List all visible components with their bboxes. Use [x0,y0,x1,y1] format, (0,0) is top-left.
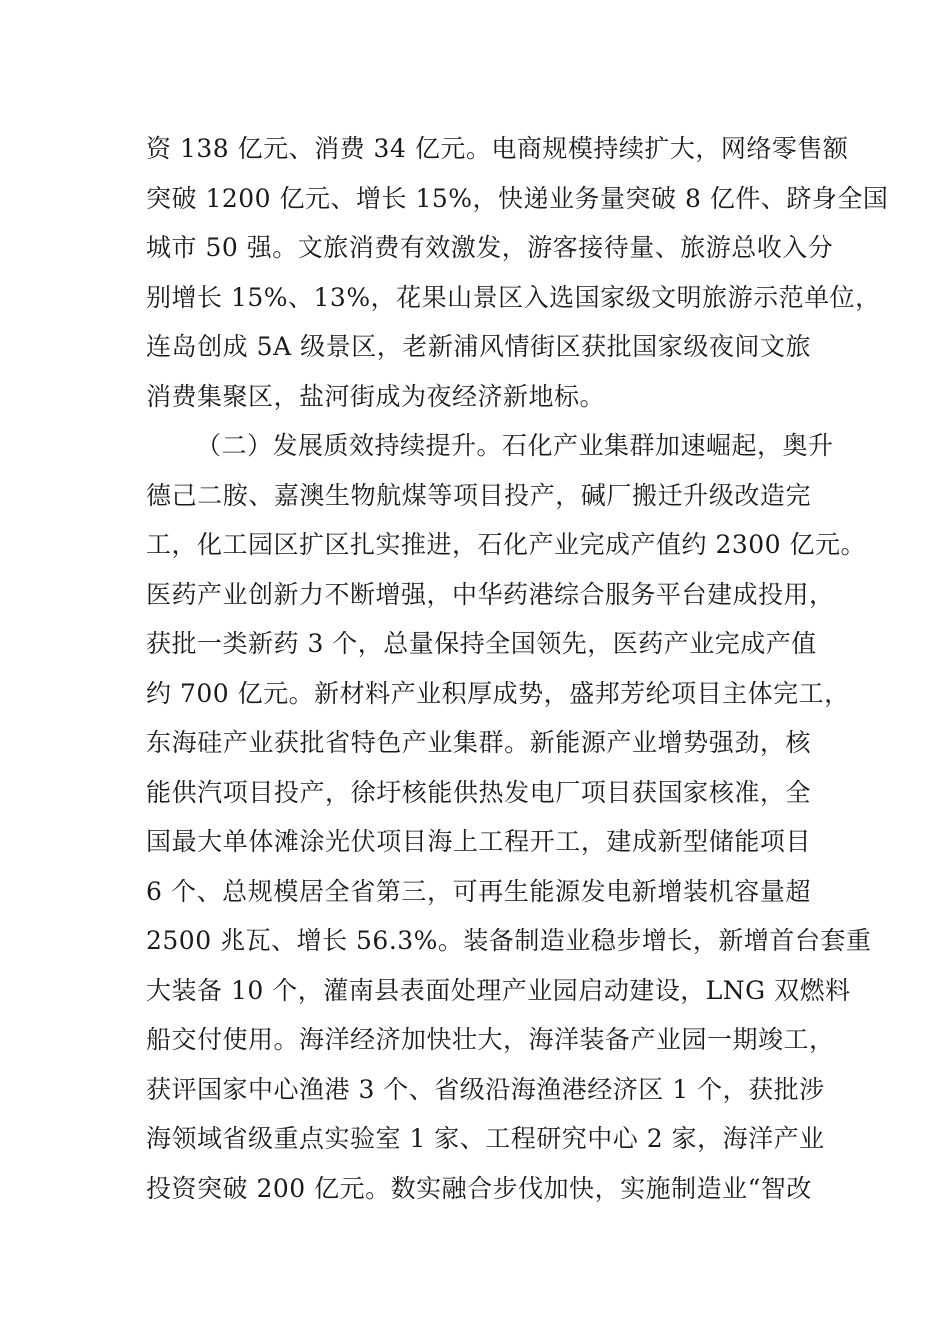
text-line: 投资突破 200 亿元。数实融合步伐加快，实施制造业“智改 [146,1173,812,1203]
text-line: 约 700 亿元。新材料产业积厚成势，盛邦芳纶项目主体完工， [146,678,850,708]
text-line: 突破 1200 亿元、增长 15%，快递业务量突破 8 亿件、跻身全国 [146,183,889,213]
text-line: 能供汽项目投产，徐圩核能供热发电厂项目获国家核准，全 [146,777,811,807]
text-line: 2500 兆瓦、增长 56.3%。装备制造业稳步增长，新增首台套重 [146,926,872,955]
text-line: 船交付使用。海洋经济加快壮大，海洋装备产业园一期竣工， [146,1025,835,1054]
text-line: 城市 50 强。文旅消费有效激发，游客接待量、旅游总收入分 [146,233,834,262]
text-line: 别增长 15%、13%，花果山景区入选国家级文明旅游示范单位， [146,282,881,312]
text-line: 6 个、总规模居全省第三，可再生能源发电新增装机容量超 [146,876,811,906]
text-line: 国最大单体滩涂光伏项目海上工程开工，建成新型储能项目 [146,827,811,856]
text-line: 消费集聚区，盐河街成为夜经济新地标。 [146,381,606,411]
text-line: 资 138 亿元、消费 34 亿元。电商规模持续扩大，网络零售额 [146,134,849,163]
text-line: 获批一类新药 3 个，总量保持全国领先，医药产业完成产值 [146,629,817,658]
body-text [146,124,889,1213]
text-line: 海领域省级重点实验室 1 家、工程研究中心 2 家，海洋产业 [146,1124,825,1153]
text-line: 工，化工园区扩区扎实推进，石化产业完成产值约 2300 亿元。 [146,530,867,559]
text-line: 德己二胺、嘉澳生物航煤等项目投产，碱厂搬迁升级改造完 [146,480,811,510]
text-line: （二）发展质效持续提升。石化产业集群加速崛起，奥升 [196,431,834,460]
text-line: 医药产业创新力不断增强，中华药港综合服务平台建成投用， [146,579,835,609]
paragraph-2 [146,421,872,1213]
text-line: 连岛创成 5A 级景区，老新浦风情街区获批国家级夜间文旅 [146,332,811,361]
text-line: 东海硅产业获批省特色产业集群。新能源产业增势强劲，核 [146,728,811,757]
text-line: 获评国家中心渔港 3 个、省级沿海渔港经济区 1 个，获批涉 [146,1074,825,1104]
paragraph-1 [146,124,889,421]
text-line: 大装备 10 个，灌南县表面处理产业园启动建设，LNG 双燃料 [146,975,851,1005]
